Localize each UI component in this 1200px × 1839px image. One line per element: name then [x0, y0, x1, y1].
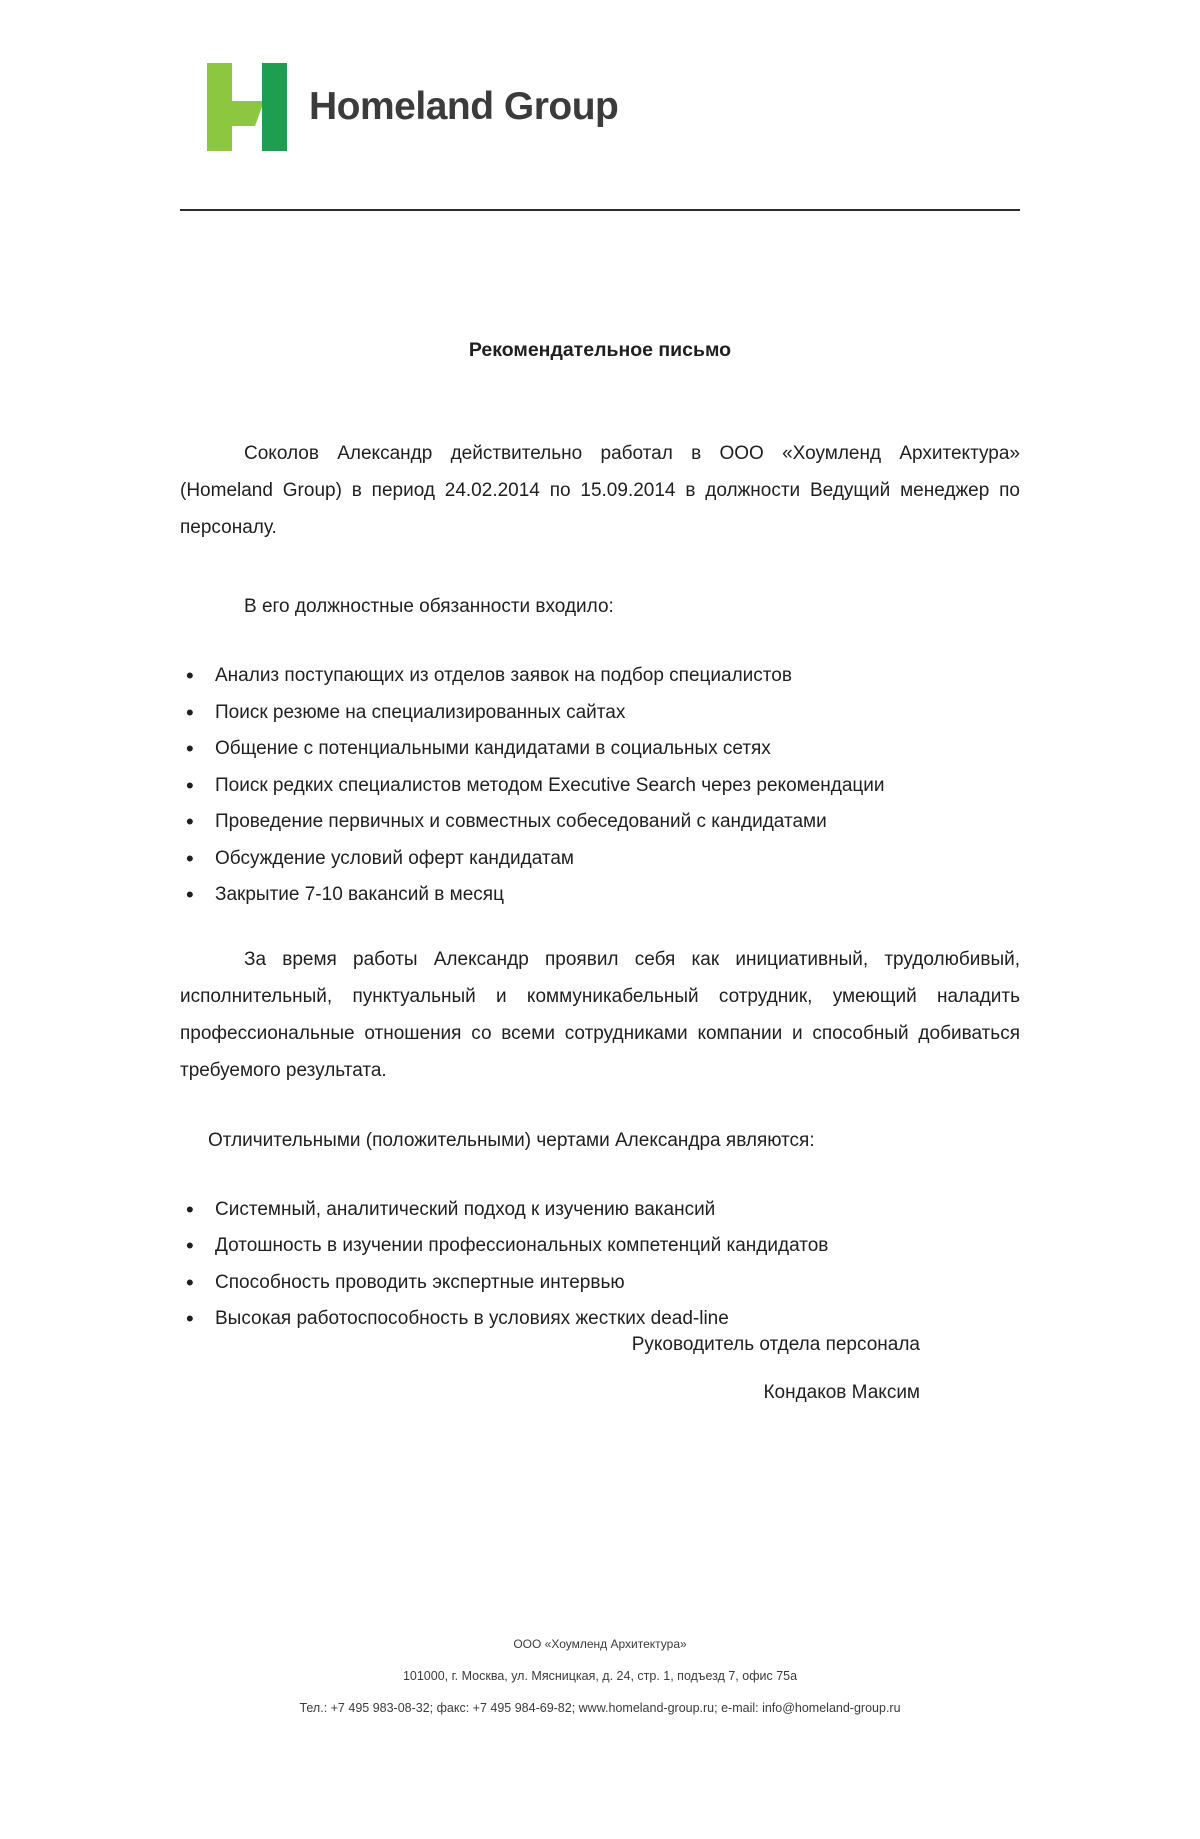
logo-right-bar	[262, 63, 287, 151]
duty-item: • Анализ поступающих из отделов заявок на подбор специалистов	[180, 658, 1020, 695]
signer-position: Руководитель отдела персонала	[631, 1334, 920, 1355]
trait-item: • Дотошность в изучении профессиональных компетенций кандидатов	[180, 1228, 1020, 1265]
duties-list	[180, 658, 1020, 914]
intro-paragraph: Соколов Александр действительно работал в ООО «Хоумленд Архитектура» (Homeland Group) в период 24.02.2014 по 15.09.2014 в должности Ведущий менеджер по персоналу.	[180, 443, 1020, 538]
logo-crossbar	[232, 101, 264, 126]
homeland-h-logo-icon	[207, 63, 293, 151]
duties-intro: В его должностные обязанности входило:	[244, 596, 614, 617]
footer-address-line: 101000, г. Москва, ул. Мясницкая, д. 24, стр. 1, подъезд 7, офис 75а	[402, 1669, 798, 1683]
footer-company-line: ООО «Хоумленд Архитектура»	[513, 1637, 687, 1651]
evaluation-paragraph: За время работы Александр проявил себя как инициативный, трудолюбивый, исполнительный, пунктуальный и коммуникабельный сотрудник, умеющий наладить профессиональные отношения со всеми сотрудниками компании и способный добиваться требуемого результата.	[180, 948, 1020, 1081]
duty-item: • Закрытие 7-10 вакансий в месяц	[180, 877, 1020, 914]
company-name: Homeland Group	[309, 85, 619, 128]
duty-item: • Обсуждение условий оферт кандидатам	[180, 841, 1020, 878]
signature-block	[180, 1330, 920, 1408]
trait-item: • Высокая работоспособность в условиях жестких dead-line	[180, 1301, 1020, 1338]
traits-list	[180, 1192, 1020, 1338]
trait-item: • Системный, аналитический подход к изучению вакансий	[180, 1192, 1020, 1229]
header-divider	[180, 209, 1020, 211]
letter-footer	[0, 1628, 1200, 1724]
duty-item: • Общение с потенциальными кандидатами в социальных сетях	[180, 731, 1020, 768]
company-logo	[207, 63, 618, 151]
letter-body	[180, 332, 1020, 1338]
signer-name: Кондаков Максим	[763, 1382, 920, 1403]
logo-left-bar	[207, 63, 232, 151]
trait-item: • Способность проводить экспертные интервью	[180, 1265, 1020, 1302]
footer-contacts-line: Тел.: +7 495 983-08-32; факс: +7 495 984-69-82; www.homeland-group.ru; e-mail: info@homeland-group.ru	[299, 1701, 901, 1715]
duty-item: • Поиск резюме на специализированных сайтах	[180, 695, 1020, 732]
traits-intro: Отличительными (положительными) чертами Александра являются:	[208, 1129, 815, 1151]
duty-item: • Проведение первичных и совместных собеседований с кандидатами	[180, 804, 1020, 841]
letter-title: Рекомендательное письмо	[468, 339, 732, 361]
duty-item: • Поиск редких специалистов методом Executive Search через рекомендации	[180, 768, 1020, 805]
